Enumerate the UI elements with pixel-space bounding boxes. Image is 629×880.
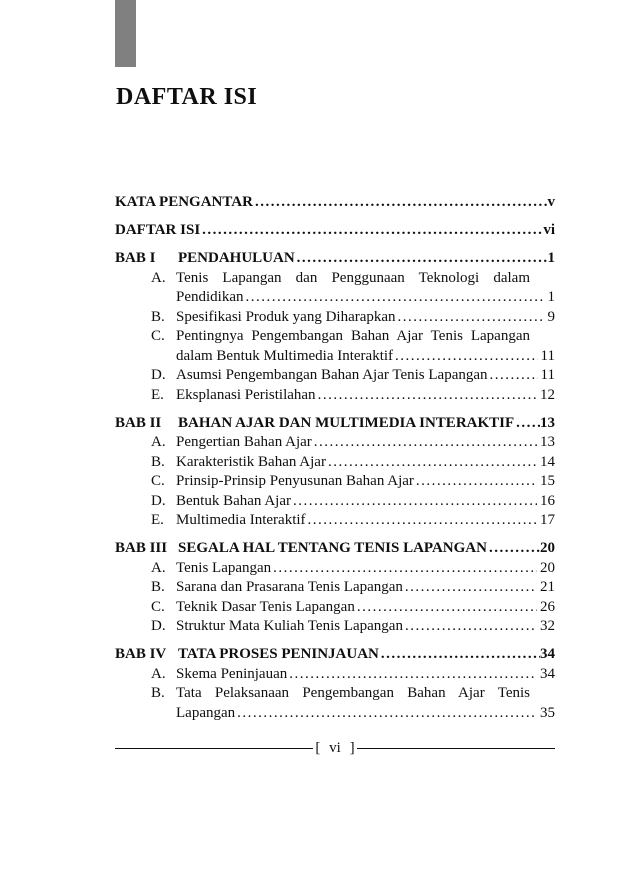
toc-sub-text: Prinsip-Prinsip Penyusunan Bahan Ajar	[176, 473, 414, 489]
page-title: DAFTAR ISI	[116, 84, 258, 110]
toc-chapter-title: TATA PROSES PENINJAUAN	[178, 646, 379, 662]
toc-page-number: vi	[543, 222, 555, 238]
toc-page-number: 21	[540, 579, 555, 595]
toc-chapter-title: BAHAN AJAR DAN MULTIMEDIA INTERAKTIF	[178, 414, 515, 431]
toc-sub-text: Eksplanasi Peristilahan	[176, 386, 316, 403]
toc-sub-line1: Tata Pelaksanaan Pengembangan Bahan Ajar Tenis	[176, 685, 530, 701]
dotted-leader	[381, 645, 540, 665]
toc-page-number: 20	[540, 540, 555, 556]
dotted-leader	[308, 511, 537, 531]
toc-page-number: 1	[547, 289, 555, 305]
toc-page-number: 13	[540, 434, 555, 450]
dotted-leader	[273, 559, 537, 579]
toc-sub-text: Multimedia Interaktif	[176, 512, 306, 528]
toc-page-number: 26	[540, 598, 555, 615]
toc-sub-text: Teknik Dasar Tenis Lapangan	[176, 598, 355, 615]
toc-sub-letter: B.	[151, 453, 165, 470]
toc-chapter-entry	[115, 539, 555, 559]
toc-sub-lastline	[176, 704, 555, 724]
toc-sub-entry	[115, 386, 555, 406]
dotted-leader	[405, 617, 537, 637]
toc-front-entry	[115, 221, 555, 241]
toc-sub-letter: C.	[151, 328, 165, 344]
toc-sub-entry	[115, 617, 555, 637]
toc-sub-letter: B.	[151, 308, 165, 325]
toc-sub-lastline	[176, 288, 555, 308]
toc-page-number: 34	[540, 646, 555, 662]
toc-sub-text: Bentuk Bahan Ajar	[176, 492, 291, 509]
dotted-leader	[297, 249, 548, 269]
toc-page-number: 12	[540, 386, 555, 403]
toc-page-number: 17	[540, 512, 555, 528]
page-footer	[115, 740, 555, 757]
toc-sub-entry	[115, 578, 555, 598]
toc-sub-letter: C.	[151, 598, 165, 615]
toc-entry-label: DAFTAR ISI	[115, 222, 201, 238]
dotted-leader	[398, 308, 545, 328]
toc-page-number: 11	[540, 347, 555, 364]
toc-sub-entry	[115, 269, 555, 308]
toc-sub-letter: D.	[151, 367, 166, 383]
toc-sub-line2: Lapangan	[176, 704, 236, 721]
toc-sub-entry	[115, 684, 555, 723]
toc-chapter-entry	[115, 414, 555, 434]
toc-sub-entry	[115, 511, 555, 531]
toc-sub-line2: Pendidikan	[176, 289, 244, 305]
toc-page-number: 14	[540, 453, 555, 470]
toc-sub-line1: Pentingnya Pengembangan Bahan Ajar Tenis Lapangan	[176, 328, 530, 344]
dotted-leader	[318, 386, 537, 406]
toc-sub-letter: E.	[151, 386, 164, 403]
toc-sub-letter: A.	[151, 559, 166, 576]
toc-sub-letter: B.	[151, 579, 165, 595]
gray-accent-bar	[115, 0, 136, 67]
toc-sub-text: Asumsi Pengembangan Bahan Ajar Tenis Lapangan	[176, 367, 488, 383]
toc-sub-text: Spesifikasi Produk yang Diharapkan	[176, 308, 396, 325]
dotted-leader	[357, 598, 537, 618]
dotted-leader	[490, 366, 538, 386]
toc-sub-entry	[115, 308, 555, 328]
toc-sub-letter: D.	[151, 492, 166, 509]
dotted-leader	[395, 347, 538, 367]
dotted-leader	[289, 665, 537, 685]
toc-page-number: v	[547, 194, 555, 210]
toc-page-number: 16	[540, 492, 555, 509]
toc-page-number: 32	[540, 618, 555, 634]
toc-sub-entry	[115, 665, 555, 685]
toc-chapter-label: BAB I	[115, 250, 156, 266]
toc-chapter-entry	[115, 645, 555, 665]
toc-sub-letter: C.	[151, 473, 165, 489]
toc-sub-entry	[115, 472, 555, 492]
dotted-leader	[405, 578, 537, 598]
toc-sub-textblock	[176, 684, 555, 723]
toc-sub-textblock	[176, 269, 555, 308]
toc-front-entry	[115, 193, 555, 213]
toc-chapter-label: BAB II	[115, 414, 162, 431]
toc-chapter-title: PENDAHULUAN	[178, 250, 295, 266]
toc-sub-text: Tenis Lapangan	[176, 559, 272, 576]
toc-entry-label: KATA PENGANTAR	[115, 194, 253, 210]
toc-sub-entry	[115, 559, 555, 579]
toc-page-number: 11	[540, 367, 555, 383]
dotted-leader	[246, 288, 545, 308]
toc-sub-entry	[115, 453, 555, 473]
toc-sub-letter: A.	[151, 269, 166, 286]
toc-sub-letter: A.	[151, 665, 166, 682]
toc-sub-text: Skema Peninjauan	[176, 665, 288, 682]
dotted-leader	[202, 221, 543, 241]
toc-page-number: 20	[540, 559, 555, 576]
toc-page-number: 35	[540, 704, 555, 721]
toc-sub-entry	[115, 433, 555, 453]
toc-chapter-entry	[115, 249, 555, 269]
toc-sub-letter: A.	[151, 434, 166, 450]
toc-chapter-title: SEGALA HAL TENTANG TENIS LAPANGAN	[178, 540, 487, 556]
toc-sub-line2: dalam Bentuk Multimedia Interaktif	[176, 347, 394, 364]
toc-sub-entry	[115, 327, 555, 366]
toc-page-number: 15	[540, 473, 555, 489]
dotted-leader	[489, 539, 540, 559]
toc-sub-text: Pengertian Bahan Ajar	[176, 434, 312, 450]
toc-page-number: 9	[547, 308, 555, 325]
footer-rule-right	[357, 748, 555, 749]
dotted-leader	[237, 704, 537, 724]
table-of-contents	[115, 193, 555, 723]
toc-page-number: 34	[540, 665, 555, 682]
toc-page-number: 1	[547, 250, 555, 266]
toc-chapter-label: BAB III	[115, 540, 168, 556]
footer-rule-left	[115, 748, 313, 749]
toc-sub-letter: B.	[151, 685, 165, 701]
dotted-leader	[416, 472, 537, 492]
toc-sub-entry	[115, 492, 555, 512]
toc-sub-lastline	[176, 347, 555, 367]
toc-sub-letter: E.	[151, 512, 164, 528]
toc-sub-entry	[115, 366, 555, 386]
toc-chapter-label: BAB IV	[115, 646, 167, 662]
toc-page-number: 13	[540, 414, 555, 431]
dotted-leader	[328, 453, 537, 473]
toc-sub-text: Karakteristik Bahan Ajar	[176, 453, 326, 470]
dotted-leader	[255, 193, 548, 213]
toc-sub-text: Struktur Mata Kuliah Tenis Lapangan	[176, 618, 403, 634]
dotted-leader	[293, 492, 537, 512]
toc-sub-letter: D.	[151, 618, 166, 634]
dotted-leader	[314, 433, 537, 453]
toc-sub-entry	[115, 598, 555, 618]
toc-sub-text: Sarana dan Prasarana Tenis Lapangan	[176, 579, 403, 595]
toc-sub-line1: Tenis Lapangan dan Penggunaan Teknologi dalam	[176, 269, 530, 286]
toc-sub-textblock	[176, 327, 555, 366]
dotted-leader	[516, 414, 540, 434]
footer-page-number: [ vi ]	[315, 740, 355, 756]
